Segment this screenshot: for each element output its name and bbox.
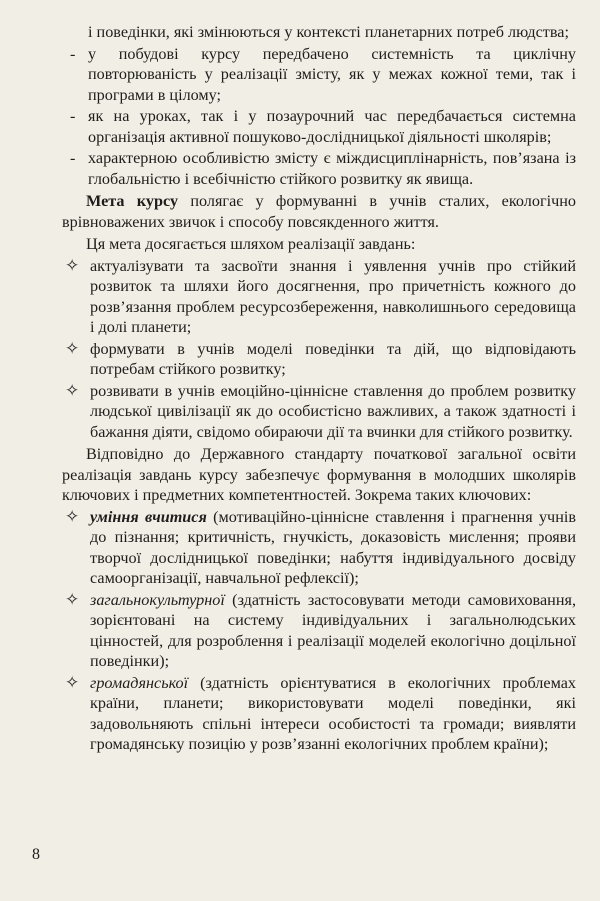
star-bullet-icon: ✧ bbox=[65, 255, 80, 275]
dash-list-item bbox=[62, 106, 576, 147]
star-bullet-icon: ✧ bbox=[65, 589, 80, 609]
dash-item-text: у побудові курсу передбачено системність та циклічну повторюваність у реалізації змісту, як у межах кожної теми, так і програми в цілому; bbox=[88, 44, 576, 104]
continuation-text: і поведінки, які змінюються у контексті планетарних потреб людства; bbox=[88, 23, 569, 41]
competence-item bbox=[62, 673, 576, 755]
competence-term: уміння вчитися bbox=[90, 507, 207, 526]
dash-marker: - bbox=[70, 107, 76, 125]
dash-item-text: характерною особливістю змісту є міждисциплінарність, пов’язана із глобальністю і всебічністю стійкого розвитку як явища. bbox=[88, 149, 576, 188]
star-bullet-icon: ✧ bbox=[65, 338, 80, 358]
dash-list-item bbox=[62, 44, 576, 106]
competence-item bbox=[62, 590, 576, 672]
star-bullet-icon: ✧ bbox=[65, 380, 80, 400]
competence-text: (здатність застосовувати методи самовиховання, зорієнтовані на систему індивідуальних і загальнолюдських цінностей, для розроблення і реалізації моделей екологічно доцільної поведінки); bbox=[90, 590, 576, 670]
dash-list-item bbox=[62, 148, 576, 189]
dash-marker: - bbox=[70, 149, 76, 167]
competence-term: загальнокультурної bbox=[90, 590, 225, 609]
task-list-item bbox=[62, 339, 576, 380]
dash-list bbox=[62, 44, 576, 190]
goal-lead: Мета курсу bbox=[86, 192, 179, 210]
competence-text: (здатність орієнтуватися в екологічних проблемах країни, планети; використовувати моделі поведінки, які задовольняють спільні інтереси особистості та громади; виявляти громадянську позицію у розв’язанні екологічних проблем країни); bbox=[90, 673, 576, 753]
standard-paragraph: Відповідно до Державного стандарту початкової загальної освіти реалізація завдань курсу забезпечує формування в молодших школярів ключових і предметних компетентностей. Зокрема таких ключових: bbox=[62, 445, 576, 504]
star-bullet-icon: ✧ bbox=[65, 506, 80, 526]
competence-term: громадянської bbox=[90, 673, 189, 692]
goal-paragraph bbox=[62, 191, 576, 232]
task-item-text: формувати в учнів моделі поведінки та дій, що відповідають потребам стійкого розвитку; bbox=[90, 339, 576, 378]
dash-item-text: як на уроках, так і у позаурочний час передбачається системна організація активної пошуково-дослідницької діяльності школярів; bbox=[88, 107, 576, 146]
competence-item bbox=[62, 507, 576, 589]
task-list-item bbox=[62, 381, 576, 443]
dash-marker: - bbox=[70, 44, 76, 63]
competence-text: (мотиваційно-ціннісне ставлення і прагнення учнів до пізнання; критичність, гнучкість, доказовість мислення; прояви творчої дослідницької поведінки; набуття індивідуального досвіду самоорганізації, навчальної рефлексії); bbox=[90, 507, 576, 587]
star-bullet-icon: ✧ bbox=[65, 672, 80, 692]
tasks-intro: Ця мета досягається шляхом реалізації завдань: bbox=[86, 235, 416, 253]
task-item-text: актуалізувати та засвоїти знання і уявлення учнів про стійкий розвиток та шляхи його досягнення, про причетність кожного до розв’язання проблем ресурсозбереження, навколишнього середовища і долі планети; bbox=[90, 256, 576, 336]
goal-text: полягає у формуванні в учнів сталих, екологічно врівноважених звичок і способу повсякденного життя. bbox=[62, 192, 576, 231]
competence-list bbox=[62, 507, 576, 755]
task-list-item bbox=[62, 256, 576, 338]
page-number: 8 bbox=[32, 846, 40, 863]
task-list bbox=[62, 256, 576, 443]
task-item-text: розвивати в учнів емоційно-ціннісне ставлення до проблем розвитку людської цивілізації як до особистісно важливих, а також здатності і бажання діяти, свідомо обираючи дії та вчинки для стійкого розвитку. bbox=[90, 381, 576, 441]
